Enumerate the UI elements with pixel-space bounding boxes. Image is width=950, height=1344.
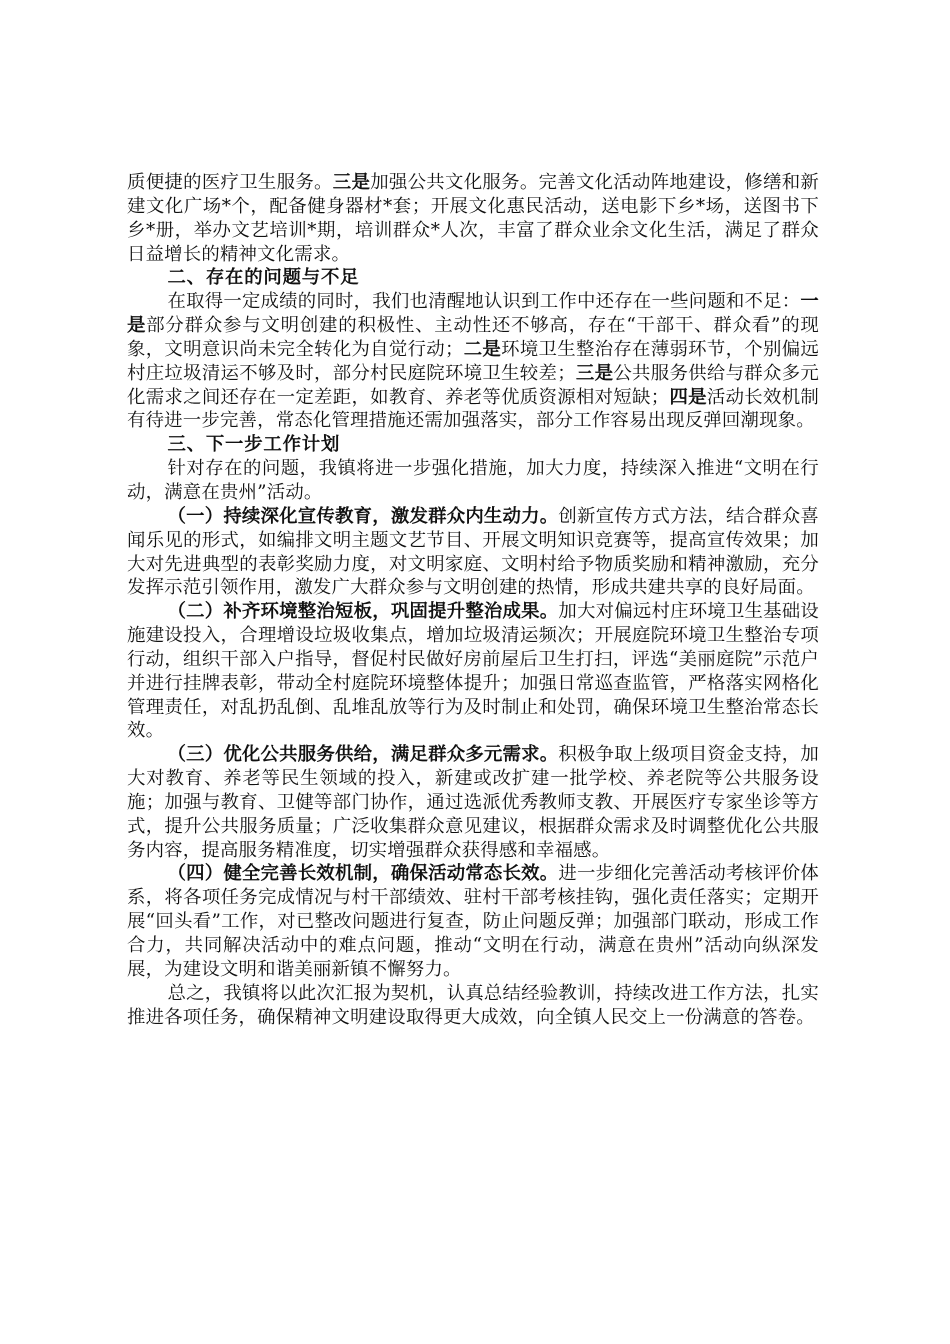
bold-run: （四）健全完善长效机制，确保活动常态长效。	[167, 863, 559, 885]
document-page	[127, 171, 819, 1029]
para-plan-4	[127, 862, 819, 981]
para-problems-intro	[127, 290, 819, 433]
text-run: 进一步细化完善活动考核评价体系，将各项任务完成情况与村干部绩效、驻村干部考核挂钩，强化责任落实；定期开展“回头看”工作，对已整改问题进行复查，防止问题反弹；加强部门联动，形成工作合力，共同解决活动中的难点问题，推动“文明在行动，满意在贵州”活动向纵深发展，为建设文明和谐美丽新镇不懈努力。	[127, 863, 819, 980]
text-run: 质便捷的医疗卫生服务。	[127, 172, 333, 193]
bold-run: 二、存在的问题与不足	[167, 267, 360, 289]
para-plan-intro	[127, 457, 819, 505]
bold-run: 三是	[332, 172, 371, 193]
text-run: 部分群众参与文明创建的积极性、主动性还不够高，存在“干部干、群众看”的现象，文明意识尚未完全转化为自觉行动；	[127, 315, 819, 360]
text-run: 环境卫生整治存在薄弱环节，个别偏远村庄垃圾清运不够及时，部分村民庭院环境卫生较差；	[127, 338, 819, 384]
text-run: 总之，我镇将以此次汇报为契机，认真总结经验教训，持续改进工作方法，扎实推进各项任务，确保精神文明建设取得更大成效，向全镇人民交上一份满意的答卷。	[127, 982, 819, 1028]
para-services-continued	[127, 171, 819, 266]
bold-run: 三、下一步工作计划	[167, 434, 341, 456]
text-run: 公共服务供给与群众多元化需求之间还存在一定差距，如教育、养老等优质资源相对短缺；	[127, 362, 819, 408]
text-run: 加强公共文化服务。完善文化活动阵地建设，修缮和新建文化广场*个，配备健身器材*套；开展文化惠民活动，送电影下乡*场，送图书下乡*册，举办文艺培训*期，培训群众*人次，丰富了群众业余文化生活，满足了群众日益增长的精神文化需求。	[127, 172, 819, 265]
text-run: 活动长效机制有待进一步完善，常态化管理措施还需加强落实，部分工作容易出现反弹回潮现象。	[127, 386, 819, 432]
bold-run: 一是	[127, 291, 819, 337]
text-run: 加大对偏远村庄环境卫生基础设施建设投入，合理增设垃圾收集点，增加垃圾清运频次；开展庭院环境卫生整治专项行动，组织干部入户指导，督促村民做好房前屋后卫生打扫，评选“美丽庭院”示范户并进行挂牌表彰，带动全村庭院环境整体提升；加强日常巡查监管，严格落实网格化管理责任，对乱扔乱倒、乱堆乱放等行为及时制止和处罚，确保环境卫生整治常态长效。	[127, 601, 819, 742]
bold-run: 二是	[463, 338, 502, 360]
bold-run: （一）持续深化宣传教育，激发群众内生动力。	[167, 505, 559, 527]
text-run: 针对存在的问题，我镇将进一步强化措施，加大力度，持续深入推进“文明在行动，满意在贵州”活动。	[127, 458, 819, 503]
bold-run: 三是	[575, 362, 614, 384]
para-conclusion	[127, 982, 819, 1030]
section-heading-plan	[127, 433, 819, 457]
text-run: 在取得一定成绩的同时，我们也清醒地认识到工作中还存在一些问题和不足：	[167, 291, 801, 313]
section-heading-problems	[127, 266, 819, 290]
text-run: 积极争取上级项目资金支持，加大对教育、养老等民生领域的投入，新建或改扩建一批学校、养老院等公共服务设施；加强与教育、卫健等部门协作，通过选派优秀教师支教、开展医疗专家坐诊等方式，提升公共服务质量；广泛收集群众意见建议，根据群众需求及时调整优化公共服务内容，提高服务精准度，切实增强群众获得感和幸福感。	[127, 744, 819, 861]
bold-run: （三）优化公共服务供给，满足群众多元需求。	[167, 744, 559, 766]
para-plan-2	[127, 600, 819, 743]
bold-run: （二）补齐环境整治短板，巩固提升整治成果。	[167, 601, 559, 623]
para-plan-3	[127, 743, 819, 862]
para-plan-1	[127, 505, 819, 600]
text-run: 创新宣传方式方法，结合群众喜闻乐见的形式，如编排文明主题文艺节目、开展文明知识竞赛等，提高宣传效果；加大对先进典型的表彰奖励力度，对文明家庭、文明村给予物质奖励和精神激励，充分发挥示范引领作用，激发广大群众参与文明创建的热情，形成共建共享的良好局面。	[127, 505, 819, 599]
bold-run: 四是	[669, 386, 707, 408]
